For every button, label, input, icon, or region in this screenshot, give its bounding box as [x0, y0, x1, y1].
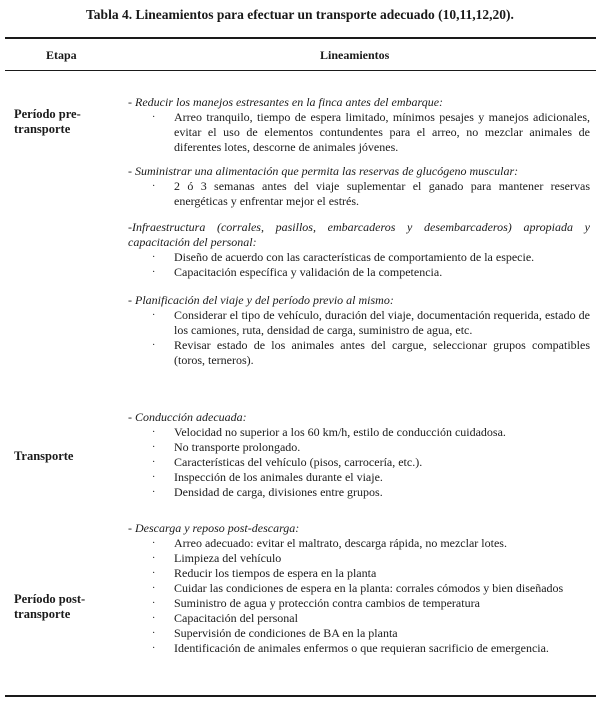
list-item [128, 536, 590, 551]
bullet-icon: · [152, 538, 156, 549]
stage-pre-transport: Período pre-transporte [14, 107, 81, 136]
list-item [128, 641, 590, 656]
list-item [128, 470, 590, 485]
bullet-icon: · [152, 568, 156, 579]
list-item [128, 265, 590, 280]
bullet-icon: · [152, 583, 156, 594]
bullet-icon: · [152, 427, 156, 438]
list-item [128, 485, 590, 500]
stage-transport: Transporte [14, 449, 74, 463]
section-title: - Suministrar una alimentación que permita las reservas de glucógeno muscular: [128, 164, 519, 178]
bullet-icon: · [152, 442, 156, 453]
list-item [128, 626, 590, 641]
bullet-icon: · [152, 643, 156, 654]
list-item-text: Inspección de los animales durante el viaje. [174, 470, 383, 484]
list-item-text: Capacitación del personal [174, 611, 298, 625]
section-title: - Descarga y reposo post-descarga: [128, 521, 300, 535]
bullet-icon: · [152, 553, 156, 564]
list-item-text: Limpieza del vehículo [174, 551, 282, 565]
bullet-icon: · [152, 181, 156, 192]
list-item [128, 425, 590, 440]
table-bottom-rule [5, 695, 596, 697]
list-item [128, 581, 590, 596]
table-top-rule [5, 37, 596, 39]
bullet-icon: · [152, 340, 156, 351]
list-item-text: Revisar estado de los animales antes del cargue, seleccionar grupos compatibles (toros, terneros). [174, 338, 590, 367]
table-title: Tabla 4. Lineamientos para efectuar un transporte adecuado (10,11,12,20). [86, 7, 514, 22]
header-bottom-rule [5, 70, 596, 71]
bullet-icon: · [152, 628, 156, 639]
list-item-text: Supervisión de condiciones de BA en la planta [174, 626, 398, 640]
section-infrastructure [128, 220, 590, 280]
bullet-icon: · [152, 487, 156, 498]
section-trip-planning [128, 293, 590, 368]
list-item [128, 338, 590, 368]
list-item [128, 250, 590, 265]
list-item-text: Características del vehículo (pisos, carrocería, etc.). [174, 455, 423, 469]
bullet-icon: · [152, 457, 156, 468]
section-driving [128, 410, 590, 500]
bullet-icon: · [152, 112, 156, 123]
section-title: - Reducir los manejos estresantes en la finca antes del embarque: [128, 95, 444, 109]
list-item-text: Identificación de animales enfermos o que requieran sacrificio de emergencia. [174, 641, 549, 655]
list-item-text: Suministro de agua y protección contra cambios de temperatura [174, 596, 480, 610]
list-item-text: Arreo adecuado: evitar el maltrato, descarga rápida, no mezclar lotes. [174, 536, 507, 550]
bullet-icon: · [152, 598, 156, 609]
section-title: -Infraestructura (corrales, pasillos, embarcaderos y desembarcaderos) apropiada y capacitación del personal: [128, 220, 590, 249]
list-item [128, 455, 590, 470]
list-item [128, 440, 590, 455]
list-item [128, 611, 590, 626]
list-item-text: Capacitación específica y validación de la competencia. [174, 265, 443, 279]
section-title: - Planificación del viaje y del período previo al mismo: [128, 293, 394, 307]
column-header-stage: Etapa [46, 48, 77, 62]
bullet-icon: · [152, 472, 156, 483]
bullet-icon: · [152, 267, 156, 278]
column-header-guidelines: Lineamientos [320, 48, 390, 62]
list-item-text: Velocidad no superior a los 60 km/h, estilo de conducción cuidadosa. [174, 425, 506, 439]
bullet-icon: · [152, 252, 156, 263]
list-item-text: Cuidar las condiciones de espera en la planta: corrales cómodos y bien diseñados [174, 581, 564, 595]
list-item-text: Arreo tranquilo, tiempo de espera limitado, mínimos pesajes y manejos adicionales, evitar el uso de elementos contundentes para el arreo, no mezclar animales de diferentes lotes, descorne de animales jóvenes. [174, 110, 590, 154]
list-item-text: Diseño de acuerdo con las características de comportamiento de la especie. [174, 250, 535, 264]
section-title: - Conducción adecuada: [128, 410, 247, 424]
list-item-text: Considerar el tipo de vehículo, duración del viaje, documentación requerida, estado de los camiones, ruta, densidad de carga, suministro de agua, etc. [174, 308, 590, 337]
list-item [128, 110, 590, 155]
list-item [128, 308, 590, 338]
bullet-icon: · [152, 613, 156, 624]
list-item-text: 2 ó 3 semanas antes del viaje suplementar el ganado para mantener reservas energéticas y enfrentar mejor el estrés. [174, 179, 590, 208]
list-item [128, 566, 590, 581]
stage-post-transport: Período post-transporte [14, 592, 86, 621]
list-item-text: Reducir los tiempos de espera en la planta [174, 566, 377, 580]
section-reduce-stress [128, 95, 590, 155]
list-item [128, 596, 590, 611]
list-item [128, 179, 590, 209]
section-unloading [128, 521, 590, 656]
section-feeding [128, 164, 590, 209]
list-item-text: No transporte prolongado. [174, 440, 301, 454]
bullet-icon: · [152, 310, 156, 321]
list-item [128, 551, 590, 566]
list-item-text: Densidad de carga, divisiones entre grupos. [174, 485, 383, 499]
